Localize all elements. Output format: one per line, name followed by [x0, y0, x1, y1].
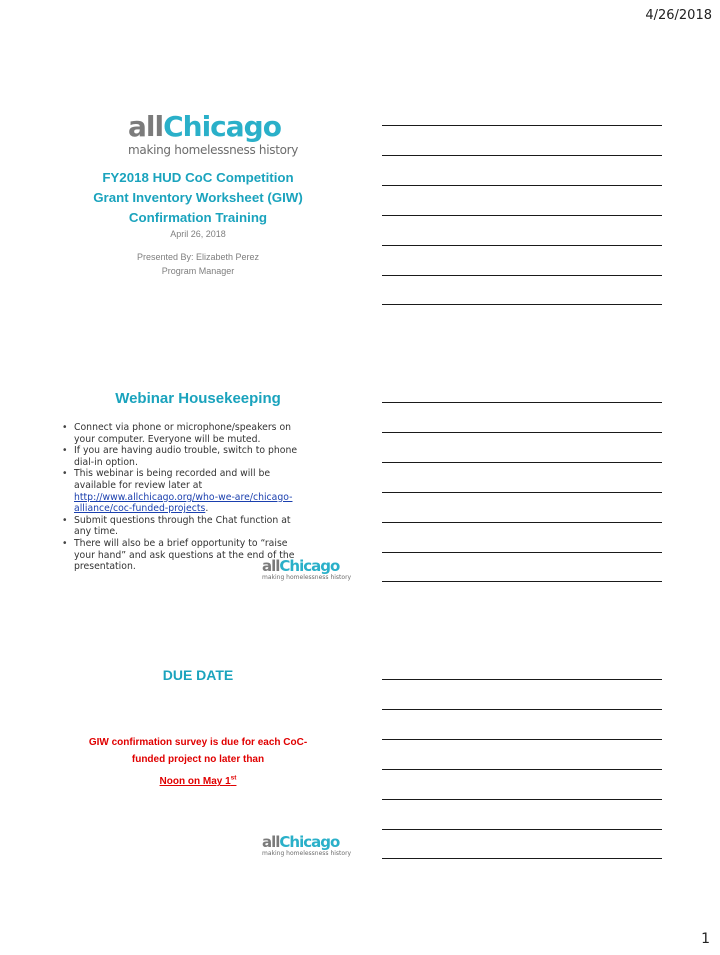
bullet-item: • There will also be a brief opportunity to “raise your hand” and ask questions at the end of the presentation.: [62, 538, 310, 573]
slide-2-logo-tagline: making homelessness history: [262, 574, 352, 581]
notes-line: [382, 492, 662, 493]
header-date: 4/26/2018: [645, 8, 712, 23]
notes-line: [382, 155, 662, 156]
slide-2-title: Webinar Housekeeping: [115, 390, 281, 407]
notes-line: [382, 522, 662, 523]
slide-3-logo-tagline: making homelessness history: [262, 850, 352, 857]
slide-1-title-line-3: Confirmation Training: [128, 210, 268, 225]
notes-line: [382, 858, 662, 859]
notes-line: [382, 402, 662, 403]
slide-1-title-line-2: Grant Inventory Worksheet (GIW): [93, 190, 303, 205]
slide-3: [66, 664, 330, 791]
notes-line: [382, 304, 662, 305]
notes-line: [382, 275, 662, 276]
notes-line: [382, 679, 662, 680]
notes-line: [382, 829, 662, 830]
due-line-2: funded project no later than: [131, 754, 265, 765]
notes-line: [382, 215, 662, 216]
notes-line: [382, 581, 662, 582]
notes-line: [382, 125, 662, 126]
slide-1-presenter-role: Program Manager: [161, 266, 235, 276]
notes-line: [382, 552, 662, 553]
notes-line: [382, 185, 662, 186]
due-line-1: GIW confirmation survey is due for each CoC-: [88, 737, 308, 748]
slide-1-date: April 26, 2018: [170, 229, 226, 239]
housekeeping-list: [62, 422, 310, 573]
notes-line: [382, 245, 662, 246]
page-number: 1: [701, 931, 710, 947]
logo-word-all: all: [128, 110, 164, 143]
notes-line: [382, 799, 662, 800]
slide-1-presenter: Presented By: Elizabeth Perez: [136, 252, 260, 262]
notes-line: [382, 769, 662, 770]
bullet-item: • Connect via phone or microphone/speakers on your computer. Everyone will be muted.: [62, 422, 310, 445]
notes-line: [382, 462, 662, 463]
slide-2-logo: allChicago making homelessness history: [262, 557, 352, 581]
notes-line: [382, 709, 662, 710]
slide-1-title-line-1: FY2018 HUD CoC Competition: [102, 170, 294, 185]
due-date: Noon on May 1st: [159, 775, 237, 788]
logo-word-chicago: Chicago: [163, 110, 281, 143]
coc-funded-projects-link[interactable]: http://www.allchicago.org/who-we-are/chicago-alliance/coc-funded-projects: [74, 491, 293, 515]
notes-line: [382, 739, 662, 740]
bullet-item: • If you are having audio trouble, switch to phone dial-in option.: [62, 445, 310, 468]
bullet-item: • Submit questions through the Chat function at any time.: [62, 515, 310, 538]
slide-3-logo: allChicago making homelessness history: [262, 833, 352, 857]
notes-line: [382, 432, 662, 433]
slide-1: [66, 168, 330, 278]
slide-1-logo: [128, 110, 299, 160]
logo-tagline: making homelessness history: [128, 143, 299, 157]
logo-swirl-icon: [380, 230, 381, 231]
slide-3-title: DUE DATE: [162, 667, 234, 683]
bullet-item: • This webinar is being recorded and will be available for review later at http://www.allchicago.org/who-we-are/chicago-alliance/coc-funded-projects.: [62, 468, 310, 514]
slide-2: [66, 388, 330, 573]
